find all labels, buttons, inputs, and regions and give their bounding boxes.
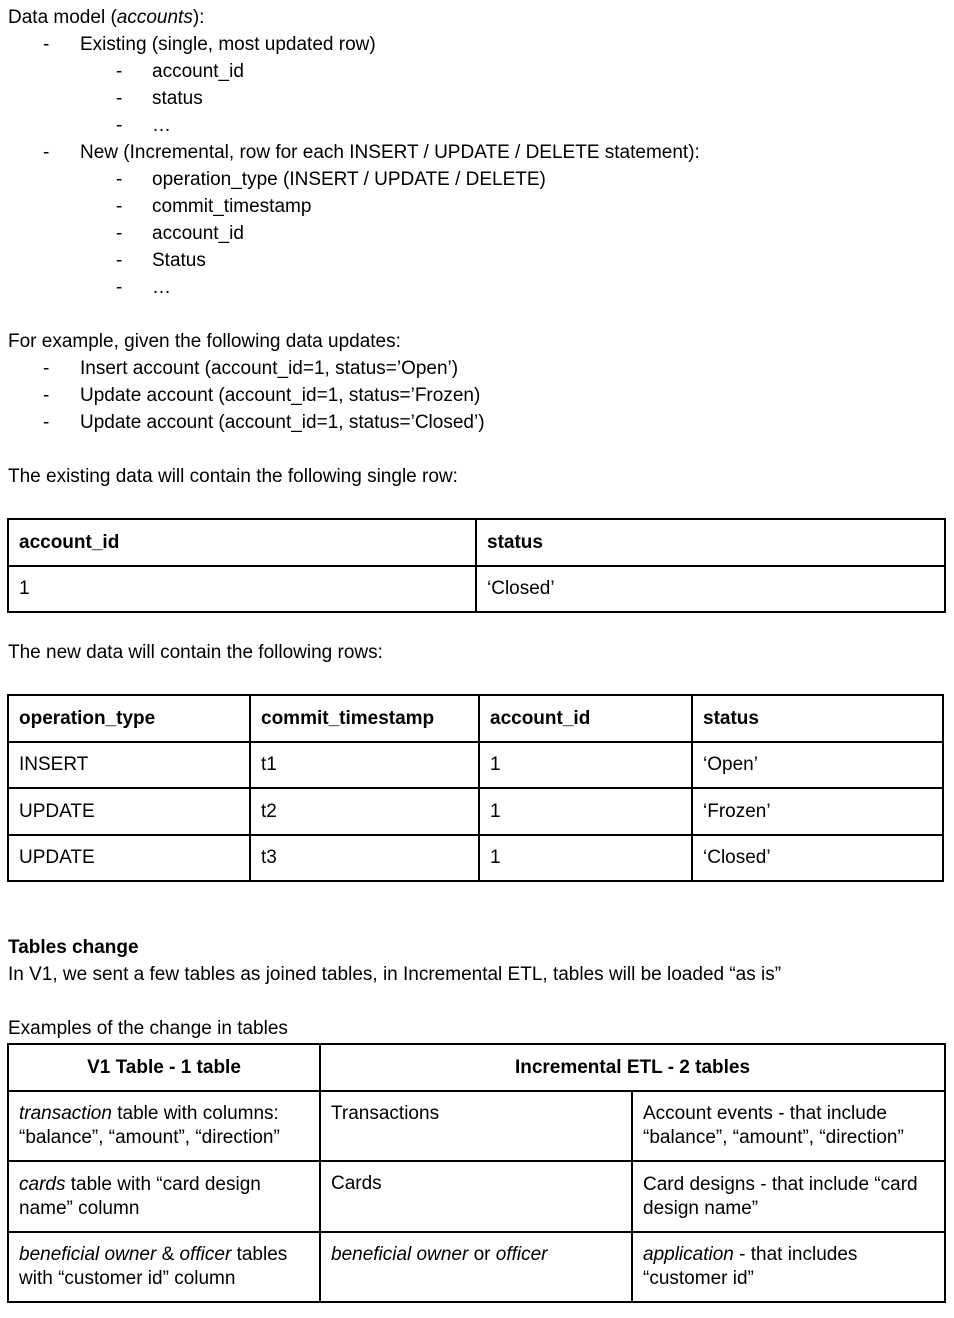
tables-change-heading: Tables change (8, 937, 139, 958)
table-cell: Cards (320, 1161, 632, 1232)
bullet-dash: - (116, 61, 123, 82)
existing-data-table (7, 518, 946, 613)
list-item: … (152, 115, 171, 136)
bullet-dash: - (43, 412, 50, 433)
table-cell: application - that includes “customer id” (632, 1232, 945, 1302)
table-row (8, 1161, 945, 1232)
table-header-cell: account_id (479, 695, 692, 742)
bullet-dash: - (43, 142, 50, 163)
table-cell: Transactions (320, 1091, 632, 1161)
bullet-dash: - (116, 250, 123, 271)
table-cell: 1 (479, 742, 692, 788)
table-header-cell: operation_type (8, 695, 250, 742)
examples-label: Examples of the change in tables (8, 1018, 288, 1039)
new-data-table (7, 694, 944, 882)
bullet-dash: - (116, 223, 123, 244)
table-cell: ‘Closed’ (692, 835, 943, 881)
list-item: operation_type (INSERT / UPDATE / DELETE) (152, 169, 546, 190)
table-cell: 1 (479, 835, 692, 881)
table-cell: transaction table with columns: “balance”, “amount”, “direction” (8, 1091, 320, 1161)
table-row (8, 742, 943, 788)
update-item: Insert account (account_id=1, status=’Open’) (80, 358, 459, 379)
existing-data-text: The existing data will contain the following single row: (8, 466, 458, 487)
bullet-dash: - (43, 385, 50, 406)
update-item: Update account (account_id=1, status=’Closed’) (80, 412, 485, 433)
example-intro: For example, given the following data updates: (8, 331, 401, 352)
bullet-dash: - (116, 169, 123, 190)
tables-change-table (7, 1043, 946, 1303)
table-cell: 1 (479, 788, 692, 835)
bullet-dash: - (116, 277, 123, 298)
table-cell: ‘Frozen’ (692, 788, 943, 835)
tables-change-text: In V1, we sent a few tables as joined tables, in Incremental ETL, tables will be loaded “as is” (8, 964, 782, 985)
table-cell: beneficial owner & officer tables with “customer id” column (8, 1232, 320, 1302)
table-row (8, 566, 945, 612)
table-row (8, 1232, 945, 1302)
new-data-text: The new data will contain the following rows: (8, 642, 383, 663)
bullet-dash: - (43, 358, 50, 379)
list-item: commit_timestamp (152, 196, 312, 217)
table-cell: UPDATE (8, 835, 250, 881)
table-header-cell: V1 Table - 1 table (8, 1044, 320, 1091)
list-item: account_id (152, 223, 244, 244)
table-cell: t2 (250, 788, 479, 835)
table-row (8, 1091, 945, 1161)
table-cell: t1 (250, 742, 479, 788)
table-header-cell: commit_timestamp (250, 695, 479, 742)
table-header-cell: status (476, 519, 945, 566)
table-header-cell: Incremental ETL - 2 tables (320, 1044, 945, 1091)
new-label: New (Incremental, row for each INSERT / UPDATE / DELETE statement): (80, 142, 700, 163)
bullet-dash: - (116, 88, 123, 109)
data-model-title: Data model (accounts): (8, 7, 205, 28)
list-item: Status (152, 250, 206, 271)
table-header-row (8, 519, 945, 566)
update-item: Update account (account_id=1, status=’Frozen) (80, 385, 481, 406)
list-item: … (152, 277, 171, 298)
bullet-dash: - (116, 115, 123, 136)
table-cell: INSERT (8, 742, 250, 788)
list-item: status (152, 88, 203, 109)
table-cell: cards table with “card design name” column (8, 1161, 320, 1232)
bullet-dash: - (43, 34, 50, 55)
table-header-row (8, 695, 943, 742)
table-header-row (8, 1044, 945, 1091)
table-cell: ‘Closed’ (476, 566, 945, 612)
table-cell: ‘Open’ (692, 742, 943, 788)
bullet-dash: - (116, 196, 123, 217)
table-cell: beneficial owner or officer (320, 1232, 632, 1302)
table-cell: 1 (8, 566, 476, 612)
table-row (8, 788, 943, 835)
table-cell: Account events - that include “balance”, “amount”, “direction” (632, 1091, 945, 1161)
table-header-cell: account_id (8, 519, 476, 566)
table-cell: t3 (250, 835, 479, 881)
table-cell: UPDATE (8, 788, 250, 835)
list-item: account_id (152, 61, 244, 82)
table-header-cell: status (692, 695, 943, 742)
table-row (8, 835, 943, 881)
existing-label: Existing (single, most updated row) (80, 34, 376, 55)
table-cell: Card designs - that include “card design name” (632, 1161, 945, 1232)
